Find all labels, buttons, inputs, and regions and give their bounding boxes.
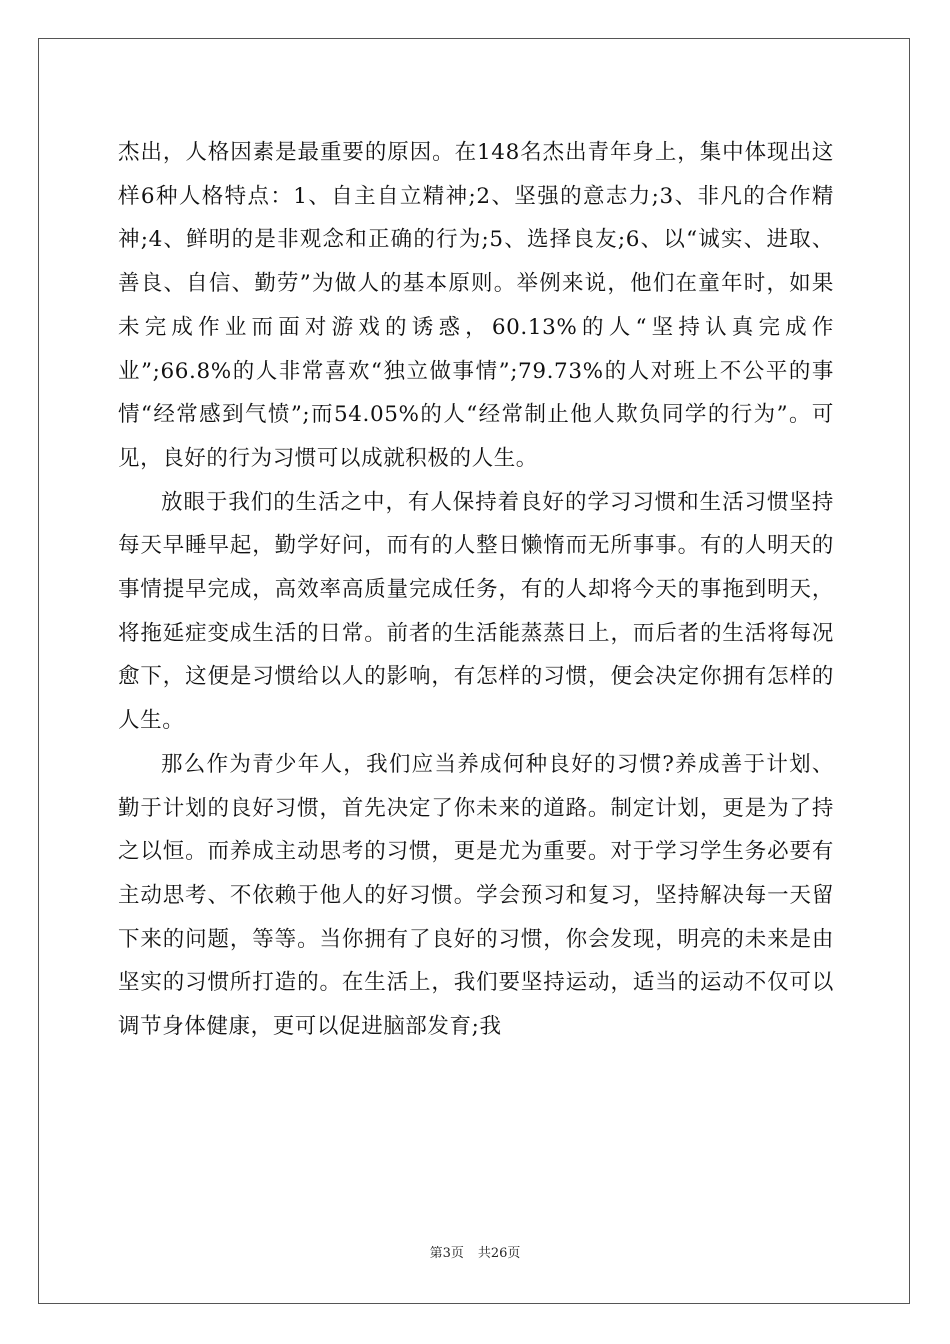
document-body	[118, 131, 834, 1049]
page-footer	[0, 1245, 950, 1263]
paragraph-3: 那么作为青少年人，我们应当养成何种良好的习惯?养成善于计划、勤于计划的良好习惯，首先决定了你未来的道路。制定计划，更是为了持之以恒。而养成主动思考的习惯，更是尤为重要。对于学习学生务必要有主动思考、不依赖于他人的好习惯。学会预习和复习，坚持解决每一天留下来的问题，等等。当你拥有了良好的习惯，你会发现，明亮的未来是由坚实的习惯所打造的。在生活上，我们要坚持运动，适当的运动不仅可以调节身体健康，更可以促进脑部发育;我	[118, 751, 834, 1040]
page-number: 第3页	[429, 1246, 464, 1261]
paragraph-1: 杰出，人格因素是最重要的原因。在148名杰出青年身上，集中体现出这样6种人格特点：1、自主自立精神;2、坚强的意志力;3、非凡的合作精神;4、鲜明的是非观念和正确的行为;5、选择良友;6、以“诚实、进取、善良、自信、勤劳”为做人的基本原则。举例来说，他们在童年时，如果未完成作业而面对游戏的诱惑，60.13%的人“坚持认真完成作业”;66.8%的人非常喜欢“独立做事情”;79.73%的人对班上不公平的事情“经常感到气愤”;而54.05%的人“经常制止他人欺负同学的行为”。可见，良好的行为习惯可以成就积极的人生。	[118, 140, 834, 471]
paragraph-2: 放眼于我们的生活之中，有人保持着良好的学习习惯和生活习惯坚持每天早睡早起，勤学好问，而有的人整日懒惰而无所事事。有的人明天的事情提早完成，高效率高质量完成任务，有的人却将今天的事拖到明天，将拖延症变成生活的日常。前者的生活能蒸蒸日上，而后者的生活将每况愈下，这便是习惯给以人的影响，有怎样的习惯，便会决定你拥有怎样的人生。	[118, 489, 834, 734]
page-total: 共26页	[477, 1246, 521, 1261]
